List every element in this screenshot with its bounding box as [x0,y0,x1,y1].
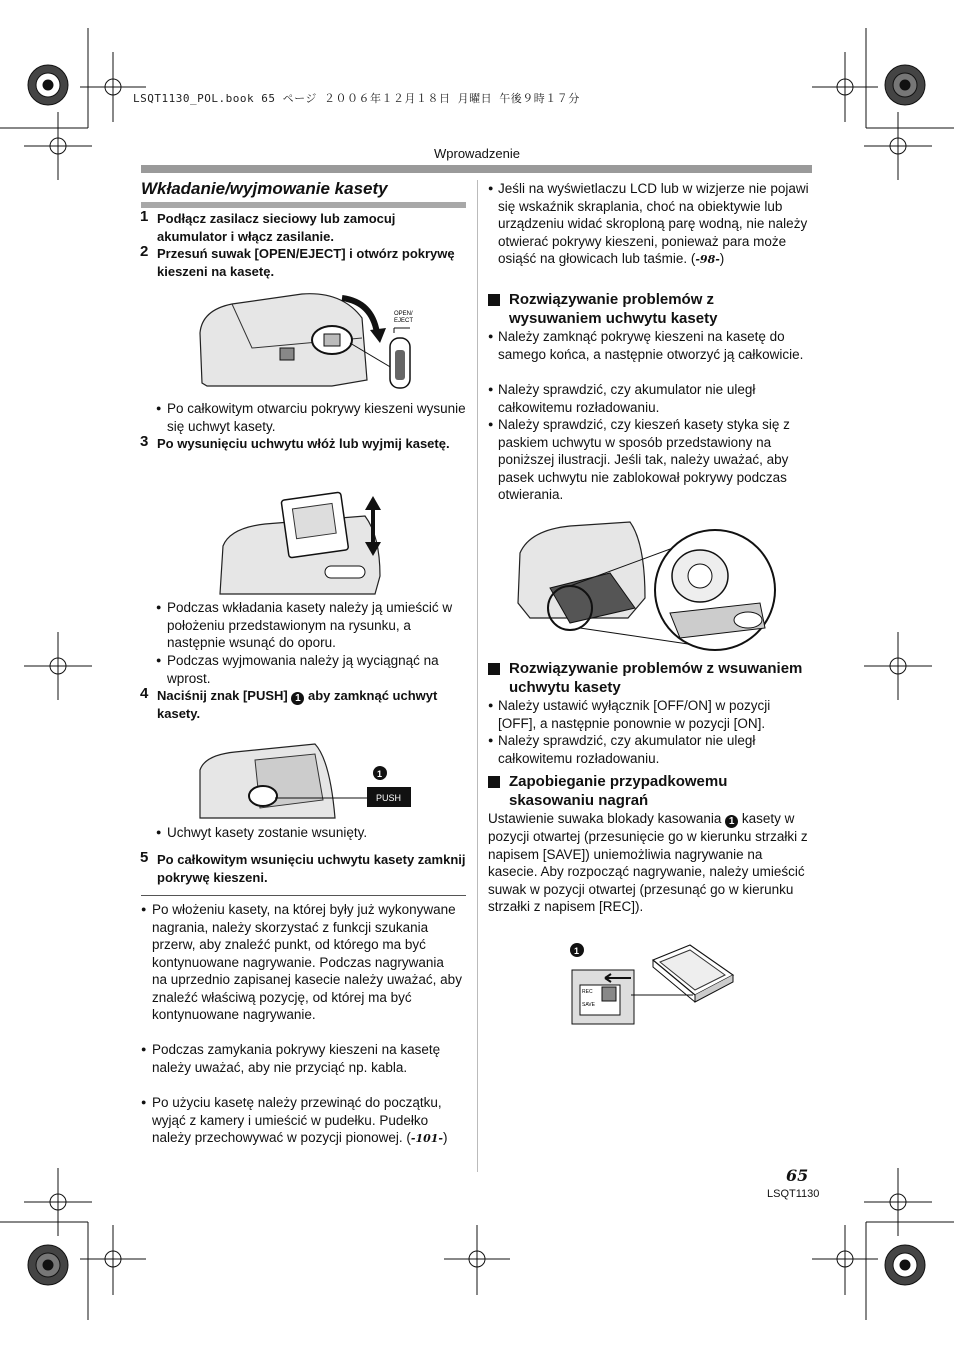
bullet-item: ● Podczas wkładania kasety należy ją umieścić w położeniu przedstawionym na rysunku, a następnie wsunąć do oporu. [167,599,472,652]
step-number: 5 [140,849,149,866]
step-5 [140,849,467,886]
step-2 [140,243,467,280]
note-text-end: ) [719,251,725,266]
bullet-item: ● Należy sprawdzić, czy akumulator nie uległ całkowitemu rozładowaniu. [498,381,810,416]
cassette-insert-illustration [215,476,395,598]
book-info-line: LSQT1130_POL.book 65 ページ ２００６年１２月１８日 月曜日 午後９時１７分 [133,92,580,105]
column-divider [477,180,478,1172]
camera-open-eject-illustration [192,288,422,398]
note-text: Jeśli na wyświetlaczu LCD lub w wizjerze nie pojawi się wskaźnik skraplania, choć na obiektywie lub urządzeniu widać skroploną parę wodną, nie należy otwierać pokrywy kieszeni, ponieważ para może osiąść na głowicach lub taśmie. ( [498,181,809,266]
section-header: Wprowadzenie [434,146,520,161]
marker-1-label: 1 [377,769,383,779]
note-item: ● Po włożeniu kasety, na której były już wykonywane nagrania, należy skorzystać z funkcji szukania przerw, aby znaleźć punkt, od którego ma być kontynuowane nagrywanie. Podczas nagrywania na uprzednio zapisanej kasecie należy uważać, aby znaleźć właściwą pozycję, od której ma być kontynuowane nagrywanie. [152,901,462,1024]
page-number: 65 [786,1166,809,1185]
step-text: Przesuń suwak [OPEN/EJECT] i otwórz pokrywę kieszeni na kasetę. [157,246,455,279]
condensation-note [498,180,810,269]
note-text: Po użyciu kasetę należy przewinąć do początku, wyjąć z kamery i umieścić w pudełku. Pudełko należy przechowywać w pozycji pionowej. ( [152,1095,442,1145]
page-ref: -101- [410,1132,443,1145]
square-bullet-icon [488,294,500,306]
step-number: 2 [140,243,149,260]
step-4 [140,685,467,723]
open-eject-line2: EJECT [394,318,414,324]
page-title: Wkładanie/wyjmowanie kasety [141,179,388,198]
note-item [152,1094,462,1148]
bullet-item: ● Należy ustawić wyłącznik [OFF/ON] w pozycji [OFF], a następnie ponownie w pozycji [ON]. [498,697,810,732]
marker-1-icon: 1 [291,692,304,705]
step-text: Podłącz zasilacz sieciowy lub zamocuj akumulator i włącz zasilanie. [157,211,396,244]
bullet-item: ● Podczas wyjmowania należy ją wyciągnąć na wprost. [167,652,472,687]
grip-belt-illustration [510,518,780,658]
bullet-item: ● Należy sprawdzić, czy kieszeń kasety styka się z paskiem uchwytu w sposób przedstawiony na poniższej ilustracji. Jeśli tak, należy uważać, aby pasek uchwytu nie zablokował pokrywy podczas otwierania. [498,416,810,504]
heading-text: Rozwiązywanie problemów z wysuwaniem uchwytu kasety [509,291,718,327]
square-bullet-icon [488,776,500,788]
step-text: Po wysunięciu uchwytu włóż lub wyjmij kasetę. [157,436,450,451]
bullet-item: ● Uchwyt kasety zostanie wsunięty. [167,824,472,842]
title-rule [141,202,466,208]
bullet-item: ● Należy sprawdzić, czy akumulator nie uległ całkowitemu rozładowaniu. [498,732,810,767]
push-label: PUSH [376,793,402,803]
note-text-end: ) [442,1130,448,1145]
erase-prevention-paragraph [488,810,812,916]
note-item: ● Podczas zamykania pokrywy kieszeni na kasetę należy uważać, aby nie przyciąć np. kabla. [152,1041,462,1076]
cassette-tab-illustration [565,940,740,1030]
step-text: aby zamknąć uchwyt kasety. [157,688,438,721]
open-eject-line1: OPEN/ [394,311,413,317]
step-number: 4 [140,685,149,702]
para-text: Ustawienie suwaka blokady kasowania [488,811,726,826]
header-rule [141,165,812,173]
step-number: 3 [140,433,149,450]
marker-1-icon: 1 [725,815,738,828]
para-text: kasety w pozycji otwartej (przesunięcie go w kierunku strzałki z napisem [SAVE]) uniemożliwia nagrywanie na kasecie. Aby rozpocząć nagrywanie, należy umieścić suwak w pozycji otwartej (przesunąć go w kierunku strzałki z napisem [REC]). [488,811,808,914]
heading-text: Zapobieganie przypadkowemu skasowaniu nagrań [509,773,728,809]
bullet-item: ● Należy zamknąć pokrywę kieszeni na kasetę do samego końca, a następnie otworzyć ją całkowicie. [498,328,810,363]
document-code: LSQT1130 [767,1188,820,1200]
section-heading-erase-prevention [509,773,809,810]
step-number: 1 [140,208,149,225]
marker-1-label: 1 [574,946,580,956]
rec-label: REC [582,989,593,995]
bullet-item: ● Po całkowitym otwarciu pokrywy kieszeni wysunie się uchwyt kasety. [167,400,472,435]
section-heading-eject-problems [509,291,809,328]
step-3 [140,433,467,453]
step-text: Naciśnij znak [PUSH] [157,688,292,703]
step-text: Po całkowitym wsunięciu uchwytu kasety zamknij pokrywę kieszeni. [157,852,466,885]
section-heading-insert-problems [509,660,809,697]
notes-separator [141,895,466,896]
page-ref: -98- [695,253,720,266]
square-bullet-icon [488,663,500,675]
save-label: SAVE [582,1002,595,1008]
step-1 [140,208,467,245]
heading-text: Rozwiązywanie problemów z wsuwaniem uchwytu kasety [509,660,803,696]
push-cassette-illustration [195,740,420,820]
